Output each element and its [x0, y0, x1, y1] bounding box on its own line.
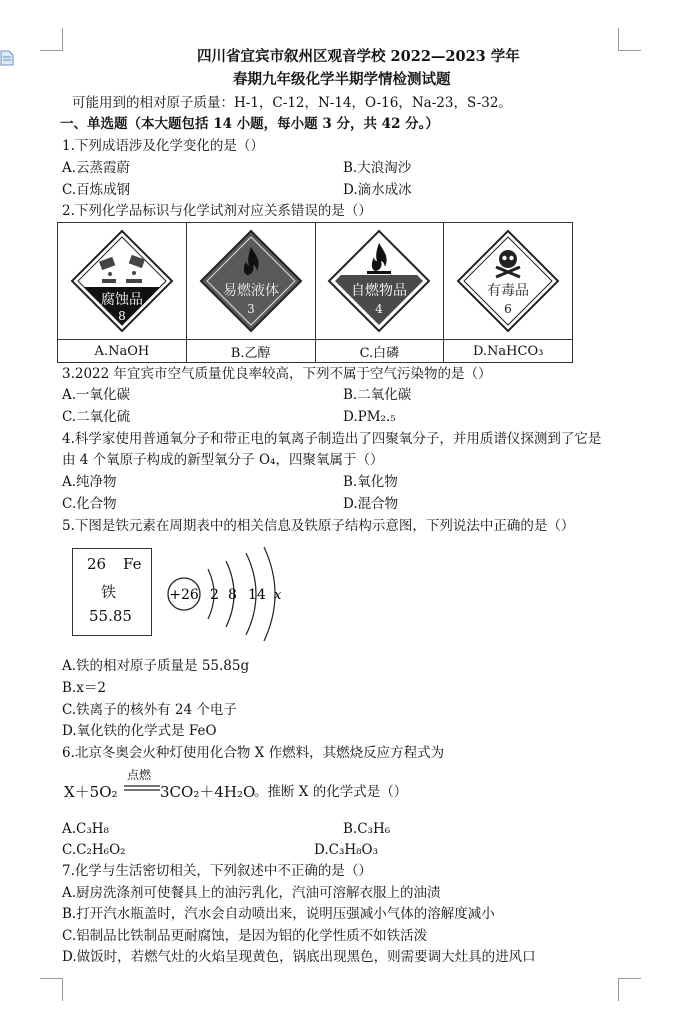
q4-option-d: D.混合物 [343, 496, 399, 512]
q6-option-d: D.C₃H₈O₃ [314, 842, 379, 858]
hazard-cell-c [315, 223, 444, 340]
spontaneous-combustion-sign [327, 229, 431, 333]
hazard-label-d: D.NaHCO₃ [444, 340, 573, 363]
shell-electrons-1: 2 [210, 587, 219, 603]
equation-left: X＋5O₂ [64, 783, 118, 801]
q6-option-c: C.C₂H₆O₂ [62, 842, 126, 858]
shell-electrons-3: 14 [248, 587, 266, 603]
q7-option-a: A.厨房洗涤剂可使餐具上的油污乳化，汽油可溶解衣服上的油渍 [62, 885, 441, 901]
q1-stem: 1.下列成语涉及化学变化的是（） [62, 138, 264, 154]
hazard-cell-d [444, 223, 573, 340]
hazard-b-num: 3 [246, 302, 255, 316]
hazard-sign-table [57, 222, 573, 363]
q5-option-d: D.氧化铁的化学式是 FeO [62, 723, 217, 739]
hazard-b-text: 易燃液体 [222, 283, 279, 299]
crop-mark-top-right [618, 28, 641, 51]
q6-option-b: B.C₃H₆ [343, 821, 391, 837]
element-symbol: Fe [123, 555, 142, 573]
q3-option-c: C.二氧化硫 [62, 409, 131, 425]
q1-option-c: C.百炼成钢 [62, 182, 131, 198]
hazard-c-text: 自燃物品 [351, 283, 408, 299]
crop-mark-bottom-left [40, 978, 63, 1001]
q6-stem: 6.北京冬奥会火种灯使用化合物 X 作燃料，其燃烧反应方程式为 [62, 745, 445, 761]
q5-stem: 5.下图是铁元素在周期表中的相关信息及铁原子结构示意图，下列说法中正确的是（） [62, 518, 575, 534]
toxic-sign [456, 229, 560, 333]
q3-option-d: D.PM₂.₅ [343, 409, 396, 425]
equation-right: 3CO₂＋4H₂O [160, 783, 256, 801]
q5-option-c: C.铁离子的核外有 24 个电子 [62, 702, 237, 718]
q1-option-d: D.滴水成冰 [343, 182, 412, 198]
flammable-liquid-sign [199, 229, 303, 333]
q7-option-c: C.铝制品比铁制品更耐腐蚀，是因为铝的化学性质不如铁活泼 [62, 928, 428, 944]
q2-stem: 2.下列化学品标识与化学试剂对应关系错误的是（） [62, 203, 372, 219]
crop-mark-bottom-right [618, 978, 641, 1001]
q6-option-a: A.C₃H₈ [62, 821, 109, 837]
reaction-condition: 点燃 [127, 768, 152, 782]
q1-option-a: A.云蒸霞蔚 [62, 160, 131, 176]
atomic-mass: 55.85 [89, 607, 132, 625]
shell-electrons-2: 8 [228, 587, 237, 603]
section-heading: 一、单选题（本大题包括 14 小题，每小题 3 分，共 42 分。） [60, 116, 439, 132]
q4-stem-line2: 由 4 个氧原子构成的新型氧分子 O₄，四聚氧属于（） [62, 452, 384, 468]
q7-option-d: D.做饭时，若燃气灶的火焰呈现黄色，锅底出现黑色，则需要调大灶具的进风口 [62, 949, 536, 965]
hazard-d-text: 有毒品 [487, 283, 530, 299]
hazard-cell-a [58, 223, 187, 340]
hazard-cell-b [186, 223, 315, 340]
crop-mark-top-left [40, 28, 63, 51]
q5-option-a: A.铁的相对原子质量是 55.85g [62, 658, 250, 674]
q5-option-b: B.x＝2 [62, 680, 106, 696]
q4-option-c: C.化合物 [62, 496, 117, 512]
hazard-label-b: B.乙醇 [186, 340, 315, 363]
equation-equals-sign [124, 784, 160, 792]
q1-option-b: B.大浪淘沙 [343, 160, 412, 176]
q7-option-b: B.打开汽水瓶盖时，汽水会自动喷出来，说明压强减小气体的溶解度减小 [62, 906, 495, 922]
exam-title-line2: 春期九年级化学半期学情检测试题 [233, 71, 451, 88]
q3-stem: 3.2022 年宜宾市空气质量优良率较高，下列不属于空气污染物的是（） [62, 366, 492, 382]
atomic-masses: 可能用到的相对原子质量：H-1，C-12，N-14，O-16，Na-23，S-32。 [72, 95, 512, 111]
corrosive-sign [70, 229, 174, 333]
q4-option-a: A.纯净物 [62, 474, 117, 490]
hazard-a-num: 8 [118, 309, 126, 323]
nucleus-charge: +26 [169, 587, 199, 603]
periodic-table-cell [72, 548, 152, 636]
shell-electrons-4: x [274, 588, 282, 603]
hazard-label-c: C.白磷 [315, 340, 444, 363]
hazard-label-a: A.NaOH [58, 340, 187, 363]
element-name: 铁 [101, 583, 117, 601]
q6-stem-tail: 。推断 X 的化学式是（） [254, 784, 408, 800]
document-icon[interactable] [0, 50, 14, 66]
q4-option-b: B.氧化物 [343, 474, 398, 490]
q7-stem: 7.化学与生活密切相关，下列叙述中不正确的是（） [62, 863, 372, 879]
q4-stem-line1: 4.科学家使用普通氧分子和带正电的氧离子制造出了四聚氧分子，并用质谱仪探测到了它是 [62, 431, 602, 447]
atom-structure-diagram [162, 545, 292, 645]
q3-option-b: B.二氧化碳 [343, 387, 412, 403]
atomic-number: 26 [87, 555, 107, 573]
q3-option-a: A.一氧化碳 [62, 387, 131, 403]
hazard-c-num: 4 [375, 302, 384, 316]
hazard-a-text: 腐蚀品 [100, 292, 143, 308]
exam-title-line1: 四川省宜宾市叙州区观音学校 2022—2023 学年 [197, 48, 520, 65]
hazard-d-num: 6 [504, 302, 512, 316]
